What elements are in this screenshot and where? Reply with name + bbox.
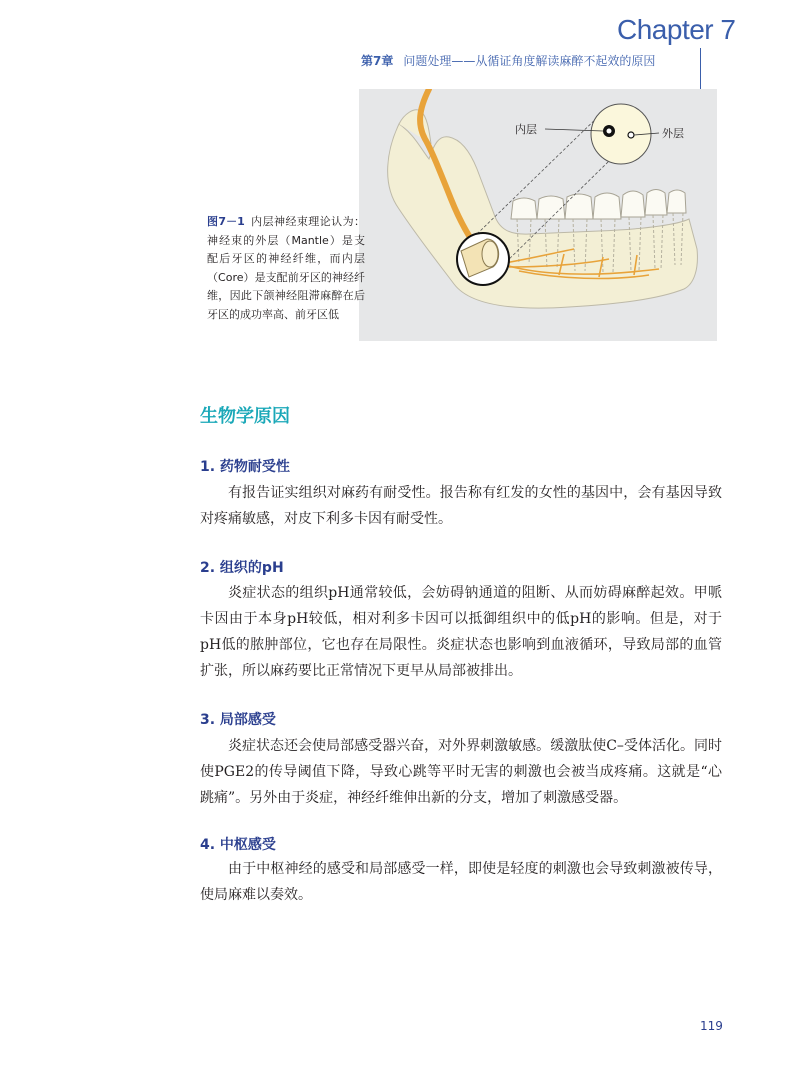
teeth — [511, 190, 686, 220]
inner-layer-core — [607, 129, 612, 134]
outer-layer-dot — [628, 132, 634, 138]
section-title: 生物学原因 — [200, 406, 290, 427]
page-number: 119 — [700, 1019, 723, 1033]
chapter-subtitle — [361, 52, 655, 69]
mandible-illustration — [359, 89, 717, 341]
subsection-text-2: 炎症状态的组织pH通常较低，会妨碍钠通道的阻断、从而妨碍麻醉起效。甲哌卡因由于本身pH较低，相对利多卡因可以抵御组织中的低pH的影响。但是，对于pH低的脓肿部位，它也存在局限性。炎症状态也影响到血液循环，导致局部的血管扩张，所以麻药要比正常情况下更早从局部被排出。 — [200, 585, 722, 679]
figure-caption — [207, 213, 365, 324]
mandible-figure — [359, 89, 717, 341]
subsection-heading-1: 1. 药物耐受性 — [200, 459, 290, 475]
header-divider — [700, 48, 701, 92]
subsection-heading-2: 2. 组织的pH — [200, 560, 284, 576]
figure-caption-text: 内层神经束理论认为：神经束的外层（Mantle）是支配后牙区的神经纤维，而内层（Core）是支配前牙区的神经纤维，因此下颌神经阻滞麻醉在后牙区的成功率高、前牙区低 — [207, 215, 365, 321]
subsection-text-3: 炎症状态还会使局部感受器兴奋，对外界刺激敏感。缓激肽使C–受体活化。同时使PGE2的传导阈值下降，导致心跳等平时无害的刺激也会被当成疼痛。这就是“心跳痛”。另外由于炎症，神经纤维伸出新的分支，增加了刺激感受器。 — [200, 738, 722, 806]
outer-layer-label: 外层 — [662, 127, 684, 140]
chapter-word: Chapter 7 — [617, 14, 736, 45]
subsection-text-1: 有报告证实组织对麻药有耐受性。报告称有红发的女性的基因中，会有基因导致对疼痛敏感，对皮下利多卡因有耐受性。 — [200, 485, 722, 527]
chapter-number: 第7章 — [361, 54, 394, 68]
chapter-title: 问题处理——从循证角度解读麻醉不起效的原因 — [403, 54, 656, 68]
inner-layer-label: 内层 — [515, 123, 537, 136]
figure-number: 图7－1 — [207, 215, 245, 228]
subsection-text-4: 由于中枢神经的感受和局部感受一样，即使是轻度的刺激也会导致刺激被传导，使局麻难以奏效。 — [200, 861, 722, 903]
subsection-heading-3: 3. 局部感受 — [200, 712, 276, 728]
subsection-heading-4: 4. 中枢感受 — [200, 837, 276, 853]
